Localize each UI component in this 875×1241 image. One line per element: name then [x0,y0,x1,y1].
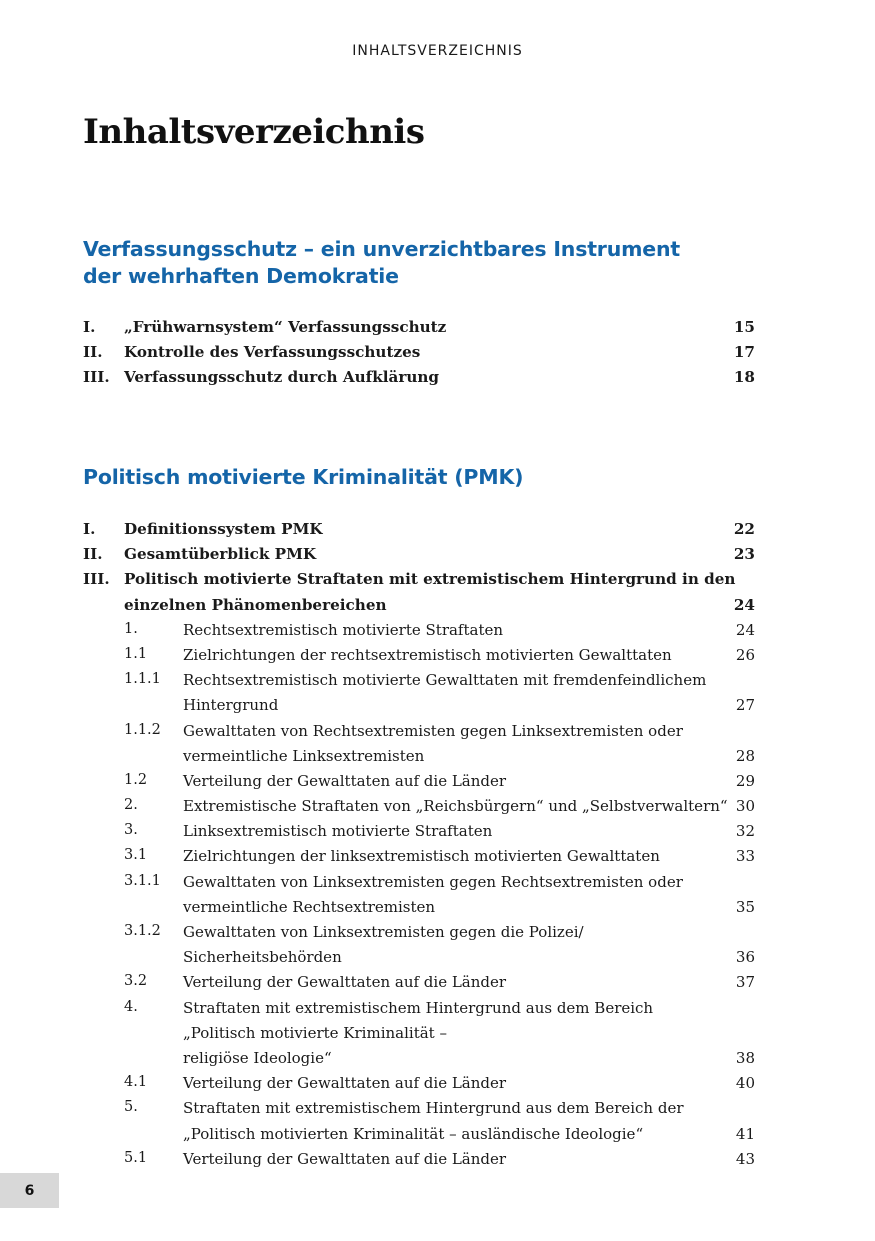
toc-list-pmk [0,520,875,1175]
section-title-line: Politisch motivierte Kriminalität (PMK) [83,465,524,489]
toc-entry[interactable] [0,646,875,671]
toc-entry[interactable] [0,1074,875,1099]
toc-entry-title: vermeintliche Linksextremisten [183,746,425,765]
toc-entry-page: 35 [735,897,755,916]
toc-entry[interactable] [0,596,875,621]
toc-entry-title: Zielrichtungen der linksextremistisch motivierten Gewalttaten [183,847,660,866]
toc-entry[interactable] [0,772,875,797]
section-title-line: der wehrhaften Demokratie [83,264,399,288]
toc-entry-number: 2. [124,797,138,814]
toc-entry-page: 38 [735,1048,755,1067]
section-title-verfassungsschutz [83,236,683,290]
toc-entry-title: Gewalttaten von Rechtsextremisten gegen Linksextremisten oder [183,721,683,740]
toc-entry-title: Zielrichtungen der rechtsextremistisch motivierten Gewalttaten [183,645,672,664]
toc-entry-number: I. [83,318,96,336]
section-title-pmk [83,464,683,491]
toc-entry-number: 3. [124,822,138,839]
toc-entry-title: Verteilung der Gewalttaten auf die Länder [183,771,507,790]
toc-entry[interactable] [0,948,875,973]
toc-entry-title: einzelnen Phänomenbereichen [124,595,387,614]
toc-entry[interactable] [0,1049,875,1074]
toc-entry-title: Extremistische Straftaten von „Reichsbürgern“ und „Selbstverwaltern“ [183,797,728,816]
section-title-line: Verfassungsschutz – ein unverzichtbares Instrument [83,237,680,261]
toc-entry[interactable] [0,1099,875,1124]
toc-entry-page: 41 [735,1124,755,1143]
toc-entry-title: Kontrolle des Verfassungsschutzes [124,343,421,362]
toc-entry-title: Gewalttaten von Linksextremisten gegen die Polizei/ [183,923,584,941]
toc-entry-title: Verteilung der Gewalttaten auf die Länder [183,1074,507,1093]
toc-entry[interactable] [0,621,875,646]
toc-entry-page: 32 [735,822,755,841]
page-number: 6 [0,1173,59,1208]
toc-entry-page: 24 [735,620,755,639]
toc-entry-number: 3.1.2 [124,923,161,939]
toc-entry-title: Straftaten mit extremistischem Hintergrund aus dem Bereich der [183,1099,684,1118]
toc-entry-page: 30 [735,797,755,816]
toc-entry[interactable] [0,1125,875,1150]
toc-entry-number: 3.1 [124,847,148,864]
toc-entry-title: „Politisch motivierten Kriminalität – ausländische Ideologie“ [183,1124,644,1143]
toc-entry-page: 36 [735,948,755,967]
toc-entry[interactable] [0,545,875,570]
page-title: Inhaltsverzeichnis [83,112,425,152]
toc-entry[interactable] [0,999,875,1024]
toc-entry[interactable] [0,747,875,772]
toc-entry[interactable] [0,973,875,998]
toc-entry-title: Hintergrund [183,696,279,715]
toc-entry-page: 26 [735,645,755,664]
toc-entry-title: vermeintliche Rechtsextremisten [183,897,436,916]
toc-entry[interactable] [0,797,875,822]
toc-entry[interactable] [0,570,875,595]
toc-entry-number: I. [83,520,96,538]
toc-entry-number: 1. [124,620,138,637]
toc-entry[interactable] [0,873,875,898]
toc-entry[interactable] [0,696,875,721]
toc-entry-number: 5.1 [124,1149,148,1166]
toc-entry-page: 24 [733,595,755,614]
toc-entry-page: 29 [735,771,755,790]
toc-entry-page: 17 [733,343,755,362]
toc-entry-title: Linksextremistisch motivierte Straftaten [183,822,493,841]
toc-list-verfassungsschutz [0,318,875,394]
toc-entry[interactable] [0,520,875,545]
toc-entry[interactable] [0,343,875,368]
toc-entry-page: 22 [733,520,755,538]
toc-entry-title: Rechtsextremistisch motivierte Straftaten [183,620,504,639]
toc-entry-title: Sicherheitsbehörden [183,948,342,967]
toc-entry-page: 40 [735,1074,755,1093]
toc-entry[interactable] [0,368,875,393]
toc-entry-number: 3.1.1 [124,872,161,889]
toc-entry-title: Verfassungsschutz durch Aufklärung [124,368,440,387]
toc-entry-title: Rechtsextremistisch motivierte Gewalttaten mit fremdenfeindlichem [183,671,707,690]
toc-entry-page: 33 [735,847,755,866]
toc-entry-title: „Politisch motivierte Kriminalität – [183,1023,447,1042]
toc-entry[interactable] [0,898,875,923]
toc-entry-page: 27 [735,696,755,715]
toc-entry-page: 28 [735,746,755,765]
toc-entry-number: II. [83,343,103,362]
toc-entry-title: Gesamtüberblick PMK [124,545,317,564]
toc-entry[interactable] [0,923,875,948]
toc-entry-number: 1.1.1 [124,671,161,688]
toc-entry-number: III. [83,368,110,387]
toc-entry[interactable] [0,1150,875,1175]
toc-entry-number: 1.2 [124,771,148,788]
toc-entry-title: Straftaten mit extremistischem Hintergrund aus dem Bereich [183,998,654,1017]
toc-entry-title: „Frühwarnsystem“ Verfassungsschutz [124,318,447,336]
toc-entry-page: 23 [733,545,755,564]
toc-entry-title: Definitionssystem PMK [124,520,323,538]
toc-entry[interactable] [0,847,875,872]
toc-entry-page: 18 [733,368,755,387]
toc-entry-title: religiöse Ideologie“ [183,1048,332,1067]
toc-entry-number: 1.1.2 [124,721,161,738]
toc-entry-page: 15 [733,318,755,336]
toc-entry-number: III. [83,570,110,589]
toc-entry-title: Verteilung der Gewalttaten auf die Länder [183,1149,507,1168]
toc-entry[interactable] [0,1024,875,1049]
toc-entry-title: Gewalttaten von Linksextremisten gegen Rechtsextremisten oder [183,872,683,891]
toc-entry-number: II. [83,545,103,564]
toc-entry-number: 4. [124,998,138,1015]
toc-entry-number: 1.1 [124,645,148,662]
toc-entry-number: 4.1 [124,1074,148,1091]
running-head: INHALTSVERZEICHNIS [352,43,523,59]
toc-entry-title: Politisch motivierte Straftaten mit extremistischem Hintergrund in den [124,570,736,589]
toc-entry[interactable] [0,671,875,696]
toc-entry[interactable] [0,822,875,847]
toc-entry-number: 5. [124,1099,138,1116]
toc-entry[interactable] [0,722,875,747]
toc-entry-page: 37 [735,973,755,992]
toc-entry-number: 3.2 [124,973,148,990]
toc-entry-page: 43 [735,1149,755,1168]
toc-entry[interactable] [0,318,875,343]
toc-entry-title: Verteilung der Gewalttaten auf die Länder [183,973,507,992]
